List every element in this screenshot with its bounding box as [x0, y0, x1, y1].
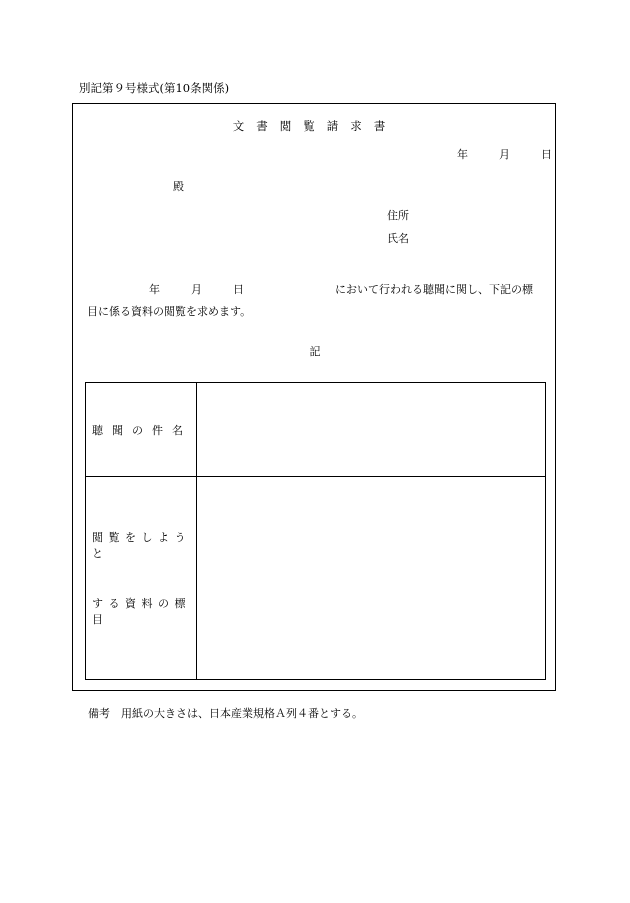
date-year-label: 年	[457, 148, 468, 161]
request-date	[457, 146, 552, 162]
form-number-label: 別記第９号様式(第10条関係)	[79, 81, 230, 95]
date-month-label: 月	[499, 148, 510, 161]
document-titles-label-cell	[86, 477, 197, 680]
request-body-text-2: 目に係る資料の閲覧を求めます。	[87, 305, 252, 318]
hearing-name-label: 聴聞の件名	[92, 423, 192, 437]
hearing-name-label-cell	[86, 383, 197, 477]
hearing-name-value-cell[interactable]	[197, 383, 546, 477]
addressee-label: 殿	[173, 180, 184, 193]
form-title: 文書閲覧請求書	[232, 119, 398, 133]
document-titles-value-cell[interactable]	[197, 477, 546, 680]
table-row	[86, 477, 546, 680]
document-titles-label-line-2: する資料の標目	[92, 597, 191, 626]
address-label: 住所	[387, 209, 409, 222]
hearing-info-table	[85, 382, 546, 680]
date-day-label: 日	[541, 148, 552, 161]
ki-heading: 記	[309, 345, 321, 358]
document-titles-label-line-1: 閲覧をしようと	[92, 531, 191, 560]
hearing-year-label: 年	[149, 283, 160, 296]
hearing-day-label: 日	[233, 283, 244, 296]
name-label: 氏名	[387, 232, 409, 245]
table-row	[86, 383, 546, 477]
hearing-month-label: 月	[191, 283, 202, 296]
request-body-text-1: において行われる聴聞に関し、下記の標	[335, 283, 533, 296]
request-body-line-1	[149, 281, 533, 297]
paper-size-note: 備考 用紙の大きさは、日本産業規格Ａ列４番とする。	[88, 707, 363, 720]
request-form-frame	[72, 103, 556, 691]
